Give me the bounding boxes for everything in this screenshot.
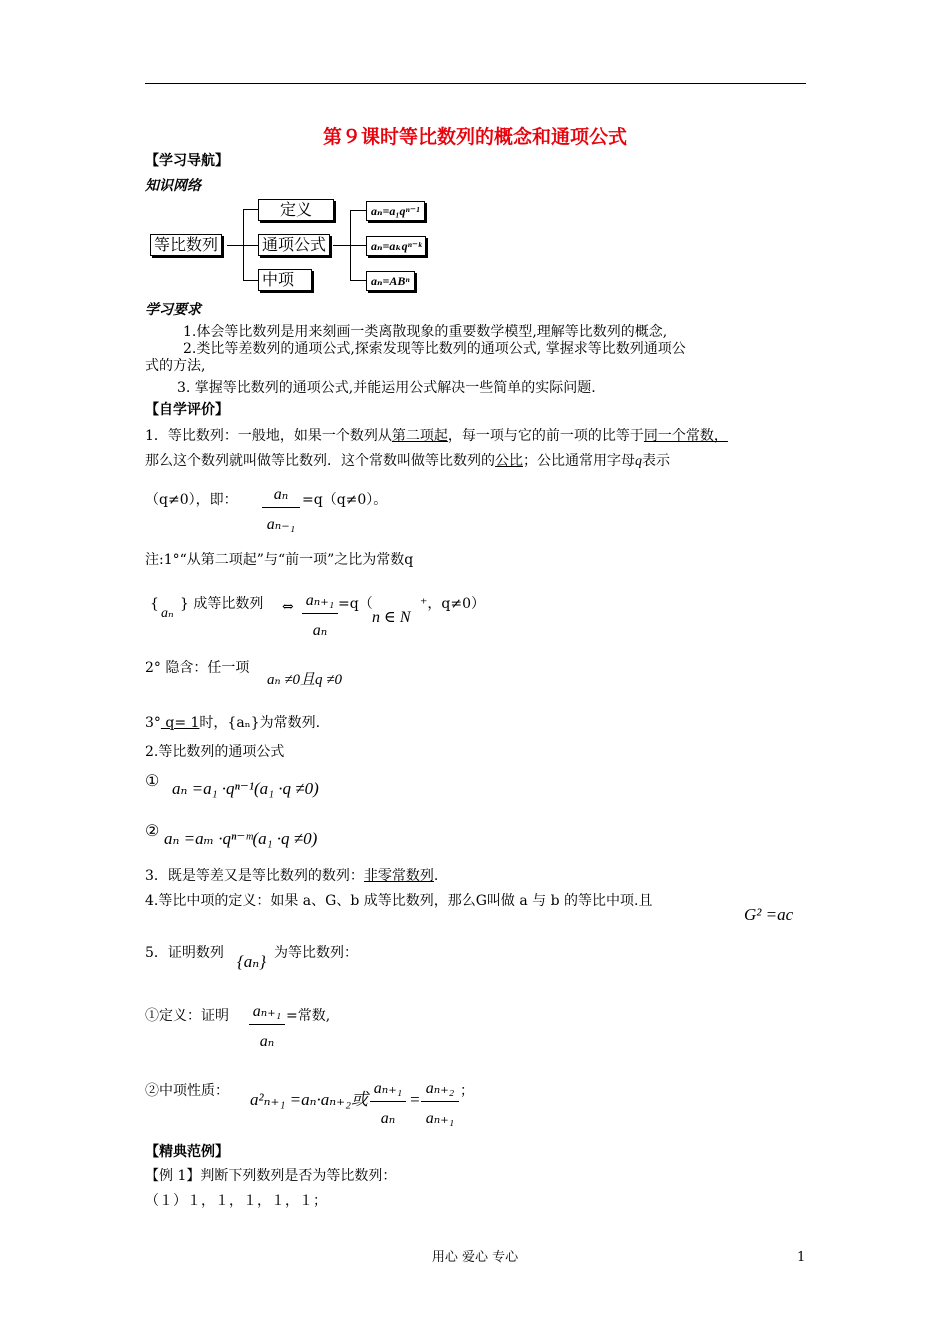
- proof-1-label: ①定义：证明: [145, 1008, 229, 1024]
- proof-2-equals: =: [409, 1090, 421, 1109]
- proof-2-end: ；: [460, 1083, 474, 1099]
- section-self-eval: 【自学评价】: [145, 402, 229, 418]
- proof-2-label: ②中项性质：: [145, 1083, 229, 1099]
- note-1-domain: n ∈ N: [372, 609, 411, 626]
- footer-motto: 用心 爱心 专心: [431, 1250, 519, 1265]
- note-2-expr: aₙ ≠0且q ≠0: [267, 672, 343, 688]
- diagram-formula-2: aₙ=aₖqⁿ⁻ᵏ: [366, 236, 426, 256]
- para-4: 4.等比中项的定义：如果 a、G、b 成等比数列，那么G叫做 a 与 b 的等比中项.且: [145, 893, 653, 909]
- diagram-formula-1: aₙ=a₁qⁿ⁻¹: [366, 201, 425, 221]
- ratio-fraction: $\frac{\text{aₙ}}{\text{aₙ₋₁}}$: [262, 484, 300, 534]
- formula-1: aₙ =a₁ ·qⁿ⁻¹(a₁ ·q ≠0): [172, 779, 319, 798]
- formula-2-mark: ②: [145, 821, 160, 840]
- formula-2: aₙ =aₘ ·qⁿ⁻ᵐ(a₁ ·q ≠0): [164, 829, 318, 848]
- para-3: 3．既是等差又是等比数列的数列：非零常数列.: [145, 868, 439, 884]
- note-1-an: aₙ: [161, 606, 174, 621]
- note-1-end: ⁺，q≠0）: [420, 596, 485, 612]
- requirement-1: 1.体会等比数列是用来刻画一类离散现象的重要数学模型,理解等比数列的概念,: [183, 324, 668, 340]
- proof-2-fraction-2: $\frac{\text{aₙ₊₂}}{\text{aₙ₊₁}}$: [421, 1078, 459, 1128]
- para-1-line-3: （q≠0），即：: [145, 492, 238, 508]
- diagram-branch-mean: 中项: [258, 269, 312, 291]
- note-2-label: 2° 隐含：任一项: [145, 660, 250, 676]
- section-nav: 【学习导航】: [145, 153, 229, 169]
- note-1-eq: =q（: [338, 596, 373, 612]
- note-3: 3° q= 1时，{aₙ}为常数列.: [145, 715, 321, 731]
- diagram-root: 等比数列: [150, 234, 222, 256]
- note-1-brace-open: {: [150, 596, 159, 612]
- diagram-branch-definition: 定义: [258, 199, 334, 221]
- diagram-branch-formula: 通项公式: [258, 234, 330, 256]
- mean-formula: G² =ac: [744, 905, 794, 924]
- proof-2-expr: a²ₙ₊₁ =aₙ·aₙ₊₂或: [250, 1090, 369, 1109]
- para-1-line-3-end: =q（q≠0）。: [302, 492, 388, 508]
- note-1-fraction: $\frac{\text{aₙ₊₁}}{\text{aₙ}}$: [302, 590, 338, 640]
- para-5-seq: {aₙ}: [237, 952, 266, 971]
- para-1-line-1: 1．等比数列：一般地，如果一个数列从第二项起，每一项与它的前一项的比等于同一个常数，: [145, 428, 728, 444]
- header-rule: [145, 83, 806, 84]
- section-network: 知识网络: [145, 178, 201, 194]
- note-1-text: } 成等比数列: [180, 596, 264, 612]
- proof-1-end: =常数,: [286, 1008, 331, 1024]
- requirement-3: 3. 掌握等比数列的通项公式,并能运用公式解决一些简单的实际问题.: [177, 380, 596, 396]
- para-5-label: 5．证明数列: [145, 945, 224, 961]
- para-2: 2.等比数列的通项公式: [145, 744, 285, 760]
- note-1: 注:1°“从第二项起”与“前一项”之比为常数q: [145, 552, 414, 568]
- page-number: 1: [797, 1250, 806, 1265]
- requirement-2: 2.类比等差数列的通项公式,探索发现等比数列的通项公式, 掌握求等比数列通项公: [183, 341, 686, 357]
- para-1-line-2: 那么这个数列就叫做等比数列．这个常数叫做等比数列的公比；公比通常用字母q表示: [145, 453, 670, 469]
- para-5-end: 为等比数列：: [274, 945, 358, 961]
- page-title: 第９课时等比数列的概念和通项公式: [322, 126, 627, 148]
- section-requirements: 学习要求: [145, 302, 201, 318]
- example-1-item-1: （１）１，１，１，１，１；: [145, 1193, 327, 1209]
- formula-1-mark: ①: [145, 771, 160, 790]
- example-1-label: 【例 1】判断下列数列是否为等比数列：: [145, 1168, 397, 1184]
- note-1-arrow: ⇔: [282, 599, 294, 615]
- proof-1-fraction: $\frac{\text{aₙ₊₁}}{\text{aₙ}}$: [249, 1001, 285, 1051]
- proof-2-fraction-1: $\frac{\text{aₙ₊₁}}{\text{aₙ}}$: [370, 1078, 406, 1128]
- section-examples: 【精典范例】: [145, 1144, 229, 1160]
- diagram-formula-3: aₙ=ABⁿ: [366, 271, 415, 291]
- requirement-2-cont: 式的方法,: [145, 358, 206, 374]
